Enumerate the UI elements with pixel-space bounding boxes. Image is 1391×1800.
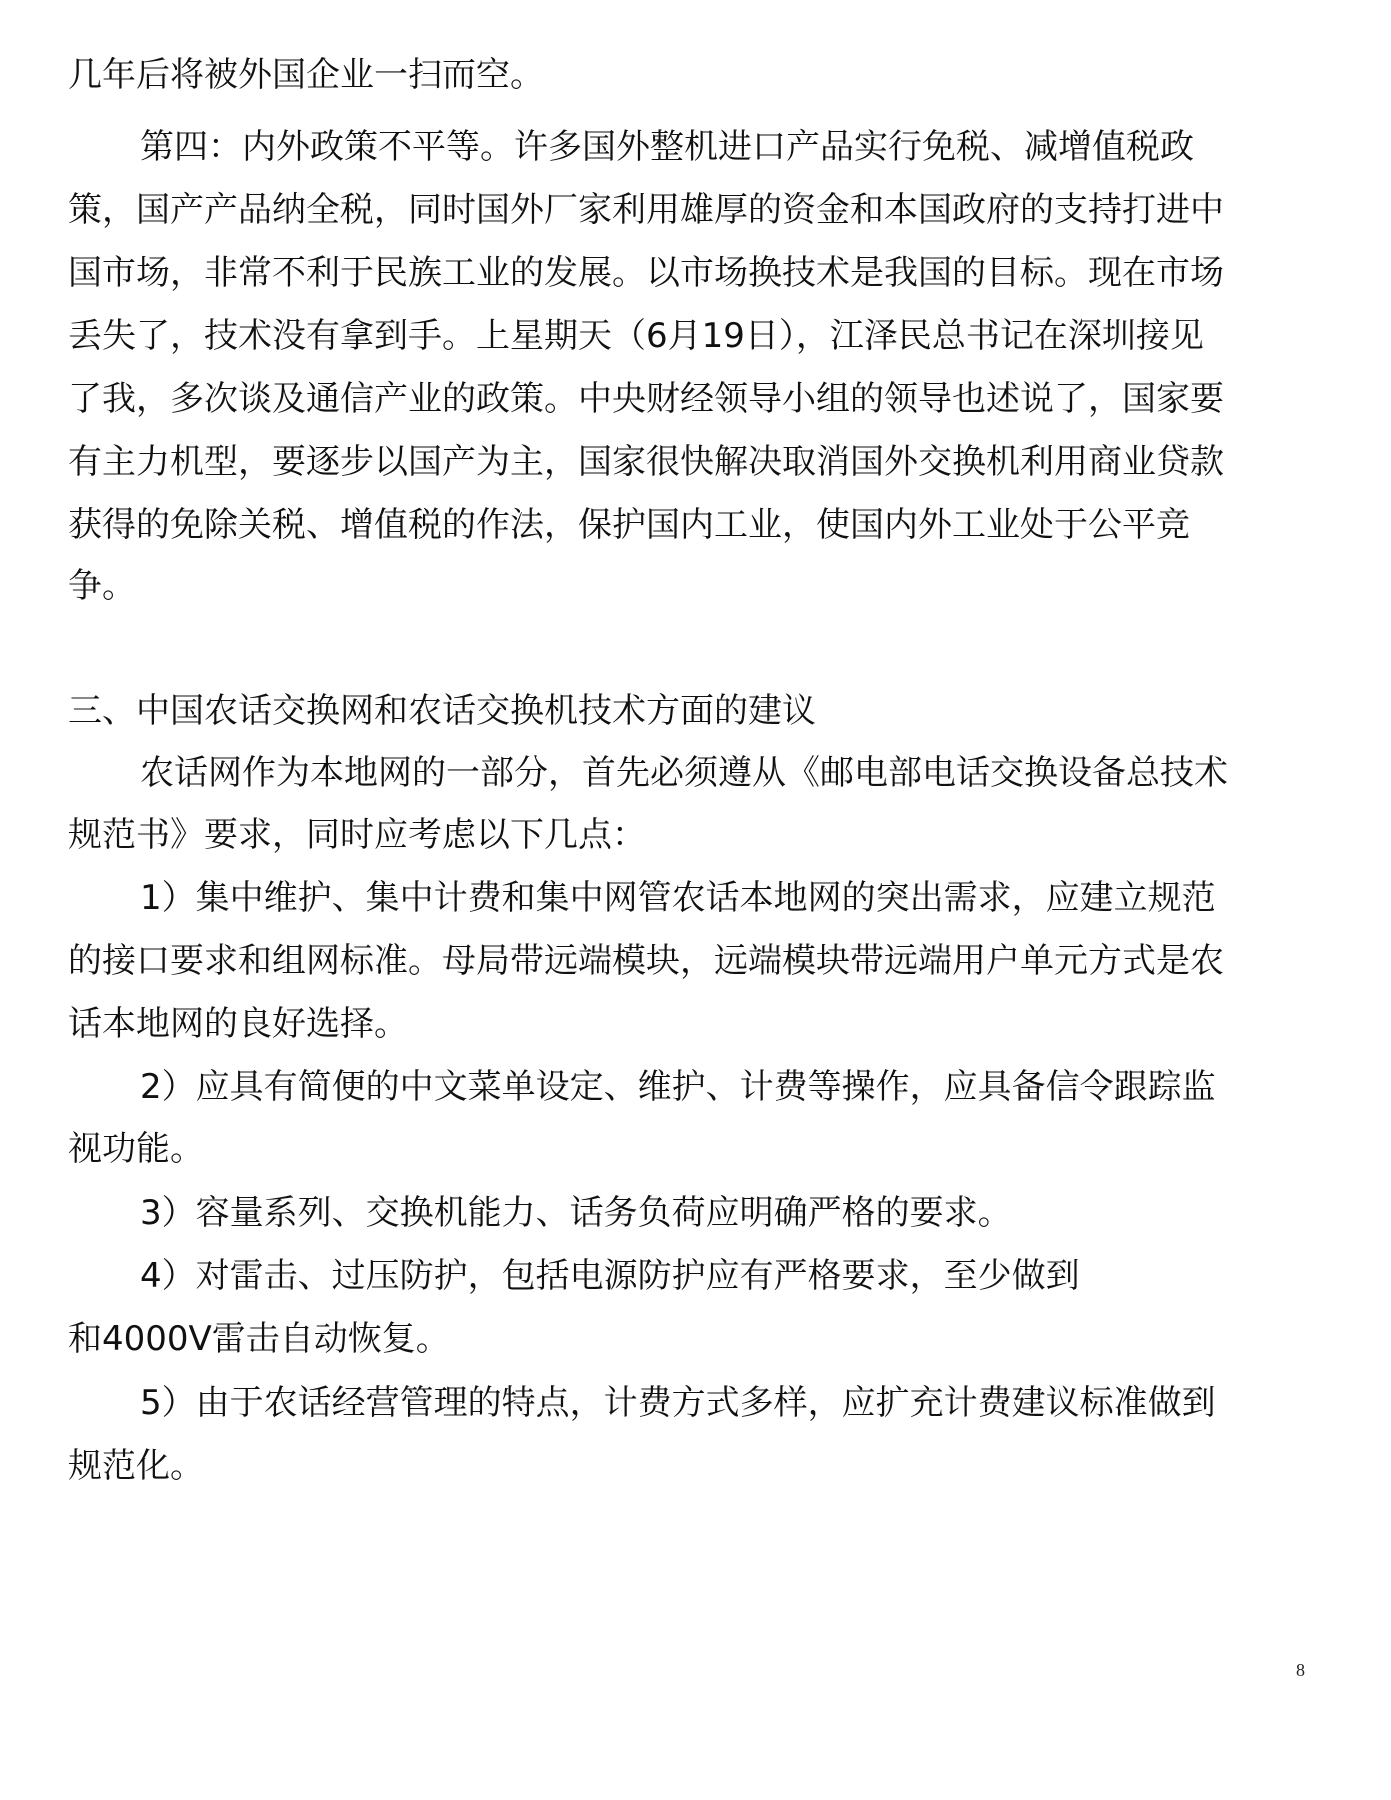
list-item: 2）应具有简便的中文菜单设定、维护、计费等操作，应具备信令跟踪监 [140, 1067, 1216, 1107]
paragraph-line: 的接口要求和组网标准。母局带远端模块，远端模块带远端用户单元方式是农 [68, 941, 1224, 981]
paragraph-line: 了我，多次谈及通信产业的政策。中央财经领导小组的领导也述说了，国家要 [68, 379, 1224, 419]
list-item: 3）容量系列、交换机能力、话务负荷应明确严格的要求。 [140, 1193, 1012, 1233]
paragraph-line: 话本地网的良好选择。 [68, 1004, 408, 1044]
paragraph-line: 有主力机型，要逐步以国产为主，国家很快解决取消国外交换机利用商业贷款 [68, 442, 1224, 482]
paragraph-line: 规范化。 [68, 1446, 204, 1486]
list-item: 4）对雷击、过压防护，包括电源防护应有严格要求，至少做到 [140, 1256, 1080, 1296]
list-item: 5）由于农话经营管理的特点，计费方式多样，应扩充计费建议标准做到 [140, 1383, 1216, 1423]
paragraph-line: 第四：内外政策不平等。许多国外整机进口产品实行免税、减增值税政 [140, 127, 1194, 167]
paragraph-line: 国市场，非常不利于民族工业的发展。以市场换技术是我国的目标。现在市场 [68, 253, 1224, 293]
paragraph-line: 规范书》要求，同时应考虑以下几点： [68, 815, 646, 855]
paragraph-line: 几年后将被外国企业一扫而空。 [68, 55, 544, 95]
paragraph-line: 农话网作为本地网的一部分，首先必须遵从《邮电部电话交换设备总技术 [140, 753, 1228, 793]
paragraph-line: 和4000V雷击自动恢复。 [68, 1319, 450, 1359]
section-heading: 三、中国农话交换网和农话交换机技术方面的建议 [68, 691, 816, 731]
paragraph-line: 争。 [68, 566, 136, 606]
paragraph-line: 策，国产产品纳全税，同时国外厂家利用雄厚的资金和本国政府的支持打进中 [68, 190, 1224, 230]
paragraph-line: 丢失了，技术没有拿到手。上星期天（6月19日），江泽民总书记在深圳接见 [68, 316, 1204, 356]
paragraph-line: 获得的免除关税、增值税的作法，保护国内工业，使国内外工业处于公平竞 [68, 505, 1190, 545]
list-item: 1）集中维护、集中计费和集中网管农话本地网的突出需求，应建立规范 [140, 878, 1216, 918]
page-number: 8 [1296, 1660, 1305, 1680]
paragraph-line: 视功能。 [68, 1129, 204, 1169]
